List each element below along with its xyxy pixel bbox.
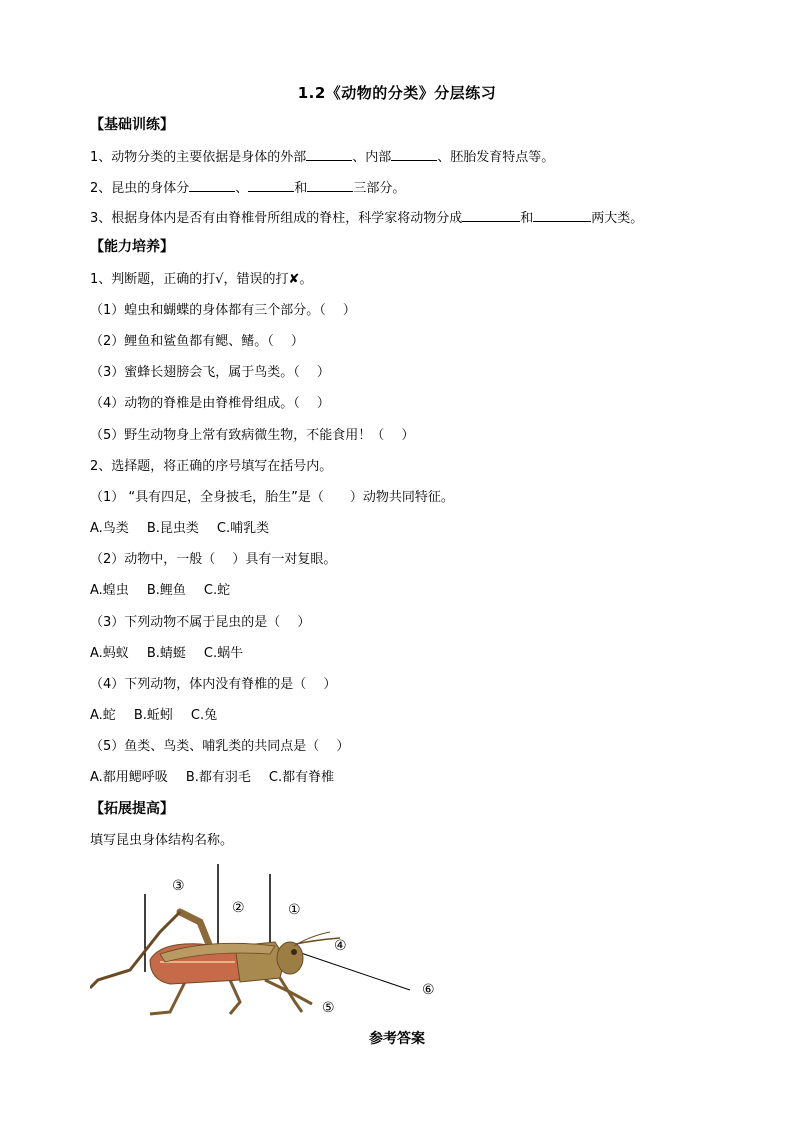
label-1: ①: [288, 902, 301, 918]
label-line-6: [298, 952, 410, 990]
leg: [230, 980, 240, 1014]
choice-question-3: （3）下列动物不属于昆虫的是（ ）: [90, 615, 311, 630]
choice-options-5: [90, 769, 352, 787]
blank[interactable]: [533, 208, 591, 222]
basic-question-1: [90, 147, 554, 167]
blank[interactable]: [307, 178, 353, 192]
option: B.鲤鱼: [146, 583, 186, 598]
option: C.都有脊椎: [268, 770, 335, 785]
blank[interactable]: [462, 208, 520, 222]
q2-text-a: 2、昆虫的身体分: [90, 181, 190, 196]
label-2: ②: [232, 900, 245, 916]
q3-text-b: 和: [520, 211, 534, 226]
q3-text-a: 3、根据身体内是否有由脊椎骨所组成的脊柱，科学家将动物分成: [90, 211, 463, 226]
option: B.都有羽毛: [185, 770, 251, 785]
q1-text-b: 、内部: [352, 150, 392, 165]
option: C.蜗牛: [203, 646, 244, 661]
option: A.蛇: [90, 708, 116, 723]
label-4: ④: [334, 938, 347, 954]
blank[interactable]: [391, 147, 437, 161]
option: A.蝗虫: [90, 583, 129, 598]
page-title: 1.2《动物的分类》分层练习: [297, 84, 497, 102]
head: [277, 942, 303, 974]
judge-item-3: （3）蜜蜂长翅膀会飞，属于鸟类。（ ）: [90, 365, 330, 380]
q2-text-d: 三部分。: [353, 181, 406, 196]
choice-options-3: [90, 645, 261, 663]
option: B.蚯蚓: [133, 708, 173, 723]
option: A.鸟类: [90, 521, 129, 536]
q1-text-c: 、胚胎发育特点等。: [437, 150, 555, 165]
choice-intro: 2、选择题，将正确的序号填写在括号内。: [90, 459, 333, 474]
judge-item-2: （2）鲤鱼和鲨鱼都有鳃、鳍。（ ）: [90, 334, 304, 349]
section-extend: 【拓展提高】: [90, 801, 174, 817]
basic-question-2: [90, 178, 405, 198]
blank[interactable]: [306, 147, 352, 161]
judge-intro: 1、判断题，正确的打√，错误的打✘。: [90, 272, 313, 287]
blank[interactable]: [189, 178, 235, 192]
choice-question-2: （2）动物中，一般（ ）具有一对复眼。: [90, 552, 337, 567]
choice-options-1: [90, 520, 287, 538]
judge-item-4: （4）动物的脊椎是由脊椎骨组成。（ ）: [90, 396, 330, 411]
option: C.兔: [190, 708, 218, 723]
judge-item-1: （1）蝗虫和蝴蝶的身体都有三个部分。（ ）: [90, 303, 356, 318]
choice-options-2: [90, 582, 248, 600]
compound-eye: [291, 949, 297, 955]
section-basic: 【基础训练】: [90, 117, 174, 133]
choice-options-4: [90, 707, 235, 725]
option: B.蜻蜓: [146, 646, 186, 661]
choice-question-4: （4）下列动物，体内没有脊椎的是（ ）: [90, 677, 337, 692]
option: B.昆虫类: [146, 521, 199, 536]
option: A.蚂蚁: [90, 646, 129, 661]
leg: [280, 978, 302, 1012]
option: C.蛇: [203, 583, 231, 598]
label-6: ⑥: [422, 982, 435, 998]
choice-question-1: （1） “具有四足，全身披毛，胎生”是（ ）动物共同特征。: [90, 490, 454, 505]
blank[interactable]: [248, 178, 294, 192]
q3-text-c: 两大类。: [591, 211, 644, 226]
basic-question-3: [90, 208, 643, 228]
leg: [150, 982, 185, 1014]
choice-question-5: （5）鱼类、鸟类、哺乳类的共同点是（ ）: [90, 739, 350, 754]
q1-text-a: 1、动物分类的主要依据是身体的外部: [90, 150, 307, 165]
label-3: ③: [172, 878, 185, 894]
q2-text-c: 和: [294, 181, 308, 196]
option: C.哺乳类: [216, 521, 270, 536]
label-5: ⑤: [322, 1000, 335, 1016]
answer-title: 参考答案: [369, 1031, 425, 1047]
q2-text-b: 、: [235, 181, 249, 196]
section-ability: 【能力培养】: [90, 239, 174, 255]
option: A.都用鳃呼吸: [90, 770, 168, 785]
grasshopper-diagram: [90, 862, 450, 1022]
extend-intro: 填写昆虫身体结构名称。: [90, 833, 234, 848]
judge-item-5: （5）野生动物身上常有致病微生物，不能食用！（ ）: [90, 428, 415, 443]
